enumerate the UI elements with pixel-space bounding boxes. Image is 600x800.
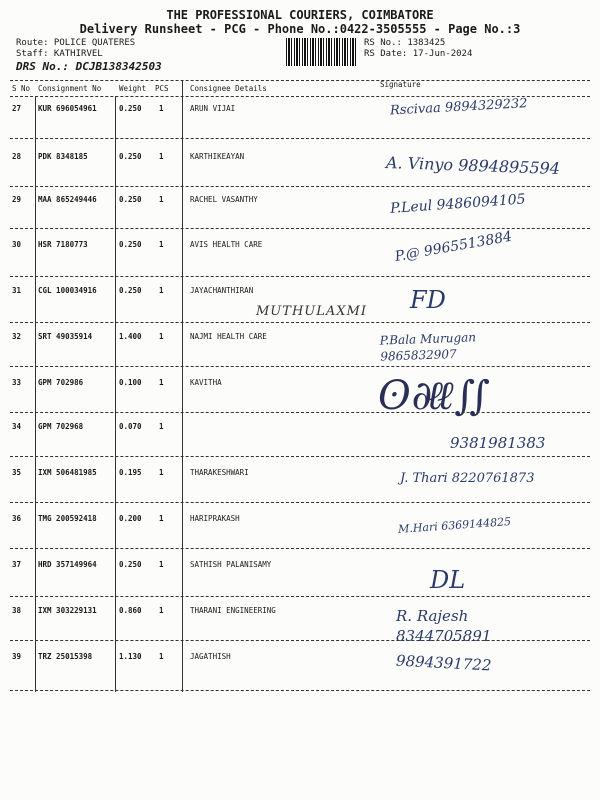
cell-consignment: MAA 865249446: [38, 195, 97, 204]
row-rule: [10, 548, 590, 549]
cell-pcs: 1: [159, 152, 164, 161]
cell-weight: 1.400: [119, 332, 142, 341]
signature-handwriting: FD: [410, 286, 446, 314]
cell-sno: 31: [12, 286, 22, 295]
cell-sno: 30: [12, 240, 22, 249]
cell-consignment: TMG 200592418: [38, 514, 97, 523]
cell-weight: 0.195: [119, 468, 142, 477]
rs-number: RS No.: 1383425: [364, 38, 446, 48]
row-rule: [10, 322, 590, 323]
cell-consignment: KUR 696054961: [38, 104, 97, 113]
cell-weight: 0.100: [119, 378, 142, 387]
rs-info: [364, 38, 472, 60]
signature-handwriting: Rscivaa 9894329232: [389, 96, 528, 119]
drs-number: DRS No.: DCJB138342503: [16, 60, 162, 73]
cell-weight: 0.200: [119, 514, 142, 523]
col-consignee: Consignee Details: [190, 84, 267, 93]
cell-pcs: 1: [159, 378, 164, 387]
cell-consignment: PDK 8348185: [38, 152, 88, 161]
col-divider: [182, 80, 183, 692]
cell-consignee: RACHEL VASANTHY: [190, 195, 258, 204]
runsheet-title: Delivery Runsheet - PCG - Phone No.:0422-3505555 - Page No.:3: [79, 22, 521, 36]
cell-consignee: ARUN VIJAI: [190, 104, 236, 113]
cell-consignment: SRT 49035914: [38, 332, 93, 341]
cell-weight: 1.130: [119, 652, 142, 661]
handwritten-note: MUTHULAXMI: [256, 304, 367, 319]
rs-date: RS Date: 17-Jun-2024: [364, 49, 473, 59]
signature-scribble: ʘ ∂ℓℓ ∫∫: [378, 373, 484, 419]
cell-consignment: IXM 303229131: [38, 606, 97, 615]
cell-consignee: NAJMI HEALTH CARE: [190, 332, 267, 341]
row-rule: [10, 502, 590, 503]
cell-sno: 32: [12, 332, 22, 341]
cell-weight: 0.250: [119, 152, 142, 161]
cell-pcs: 1: [159, 195, 164, 204]
col-consignment: Consignment No: [38, 84, 102, 93]
col-sno: S No: [12, 84, 31, 93]
col-signature: Signature: [380, 80, 421, 89]
row-rule: [10, 366, 590, 367]
cell-consignment: HSR 7180773: [38, 240, 88, 249]
cell-consignee: THARAKESHWARI: [190, 468, 249, 477]
signature-handwriting: 9894391722: [395, 651, 492, 675]
cell-pcs: 1: [159, 332, 164, 341]
cell-sno: 36: [12, 514, 22, 523]
cell-weight: 0.250: [119, 240, 142, 249]
cell-sno: 28: [12, 152, 22, 161]
signature-handwriting: P.Bala Murugan 9865832907: [379, 330, 477, 364]
row-rule: [10, 186, 590, 187]
row-rule: [10, 412, 590, 413]
signature-handwriting: A. Vinyo 9894895594: [385, 152, 561, 179]
col-weight: Weight: [119, 84, 147, 93]
cell-sno: 38: [12, 606, 22, 615]
cell-weight: 0.250: [119, 560, 142, 569]
signature-handwriting: M.Hari 6369144825: [397, 515, 512, 536]
row-rule: [10, 690, 590, 691]
signature-handwriting: P.Leul 9486094105: [389, 191, 527, 217]
cell-pcs: 1: [159, 422, 164, 431]
cell-consignment: GPM 702986: [38, 378, 84, 387]
cell-sno: 34: [12, 422, 22, 431]
cell-consignee: AVIS HEALTH CARE: [190, 240, 263, 249]
cell-pcs: 1: [159, 240, 164, 249]
cell-sno: 27: [12, 104, 22, 113]
route-block: [16, 38, 135, 60]
signature-handwriting: J. Thari 8220761873: [400, 471, 535, 486]
cell-consignment: CGL 100034916: [38, 286, 97, 295]
row-rule: [10, 138, 590, 139]
cell-sno: 39: [12, 652, 22, 661]
cell-consignment: IXM 506481985: [38, 468, 97, 477]
route-label: Route: POLICE QUATERES: [16, 38, 136, 48]
signature-handwriting: 9381981383: [450, 434, 546, 452]
signature-handwriting: R. Rajesh 8344705891: [396, 607, 492, 645]
cell-weight: 0.250: [119, 104, 142, 113]
cell-consignment: HRD 357149964: [38, 560, 97, 569]
col-pcs: PCS: [155, 84, 169, 93]
cell-consignee: JAYACHANTHIRAN: [190, 286, 254, 295]
barcode: [286, 38, 356, 66]
row-rule: [10, 596, 590, 597]
cell-sno: 33: [12, 378, 22, 387]
cell-pcs: 1: [159, 104, 164, 113]
signature-handwriting: P.@ 9965513884: [393, 228, 514, 266]
cell-consignee: KAVITHA: [190, 378, 222, 387]
cell-pcs: 1: [159, 286, 164, 295]
cell-sno: 29: [12, 195, 22, 204]
cell-weight: 0.860: [119, 606, 142, 615]
cell-pcs: 1: [159, 560, 164, 569]
cell-sno: 37: [12, 560, 22, 569]
cell-consignment: GPM 702968: [38, 422, 84, 431]
row-rule: [10, 276, 590, 277]
cell-pcs: 1: [159, 606, 164, 615]
cell-consignee: SATHISH PALANISAMY: [190, 560, 272, 569]
cell-consignee: KARTHIKEAYAN: [190, 152, 245, 161]
cell-weight: 0.070: [119, 422, 142, 431]
company-title: THE PROFESSIONAL COURIERS, COIMBATORE: [166, 8, 434, 22]
cell-consignee: JAGATHISH: [190, 652, 231, 661]
cell-weight: 0.250: [119, 195, 142, 204]
cell-pcs: 1: [159, 514, 164, 523]
cell-consignee: THARANI ENGINEERING: [190, 606, 276, 615]
cell-pcs: 1: [159, 468, 164, 477]
table-top-rule: [10, 80, 590, 81]
staff-label: Staff: KATHIRVEL: [16, 49, 103, 59]
cell-weight: 0.250: [119, 286, 142, 295]
row-rule: [10, 456, 590, 457]
cell-consignment: TRZ 25015398: [38, 652, 93, 661]
cell-pcs: 1: [159, 652, 164, 661]
signature-handwriting: DL: [430, 566, 466, 594]
cell-sno: 35: [12, 468, 22, 477]
cell-consignee: HARIPRAKASH: [190, 514, 240, 523]
